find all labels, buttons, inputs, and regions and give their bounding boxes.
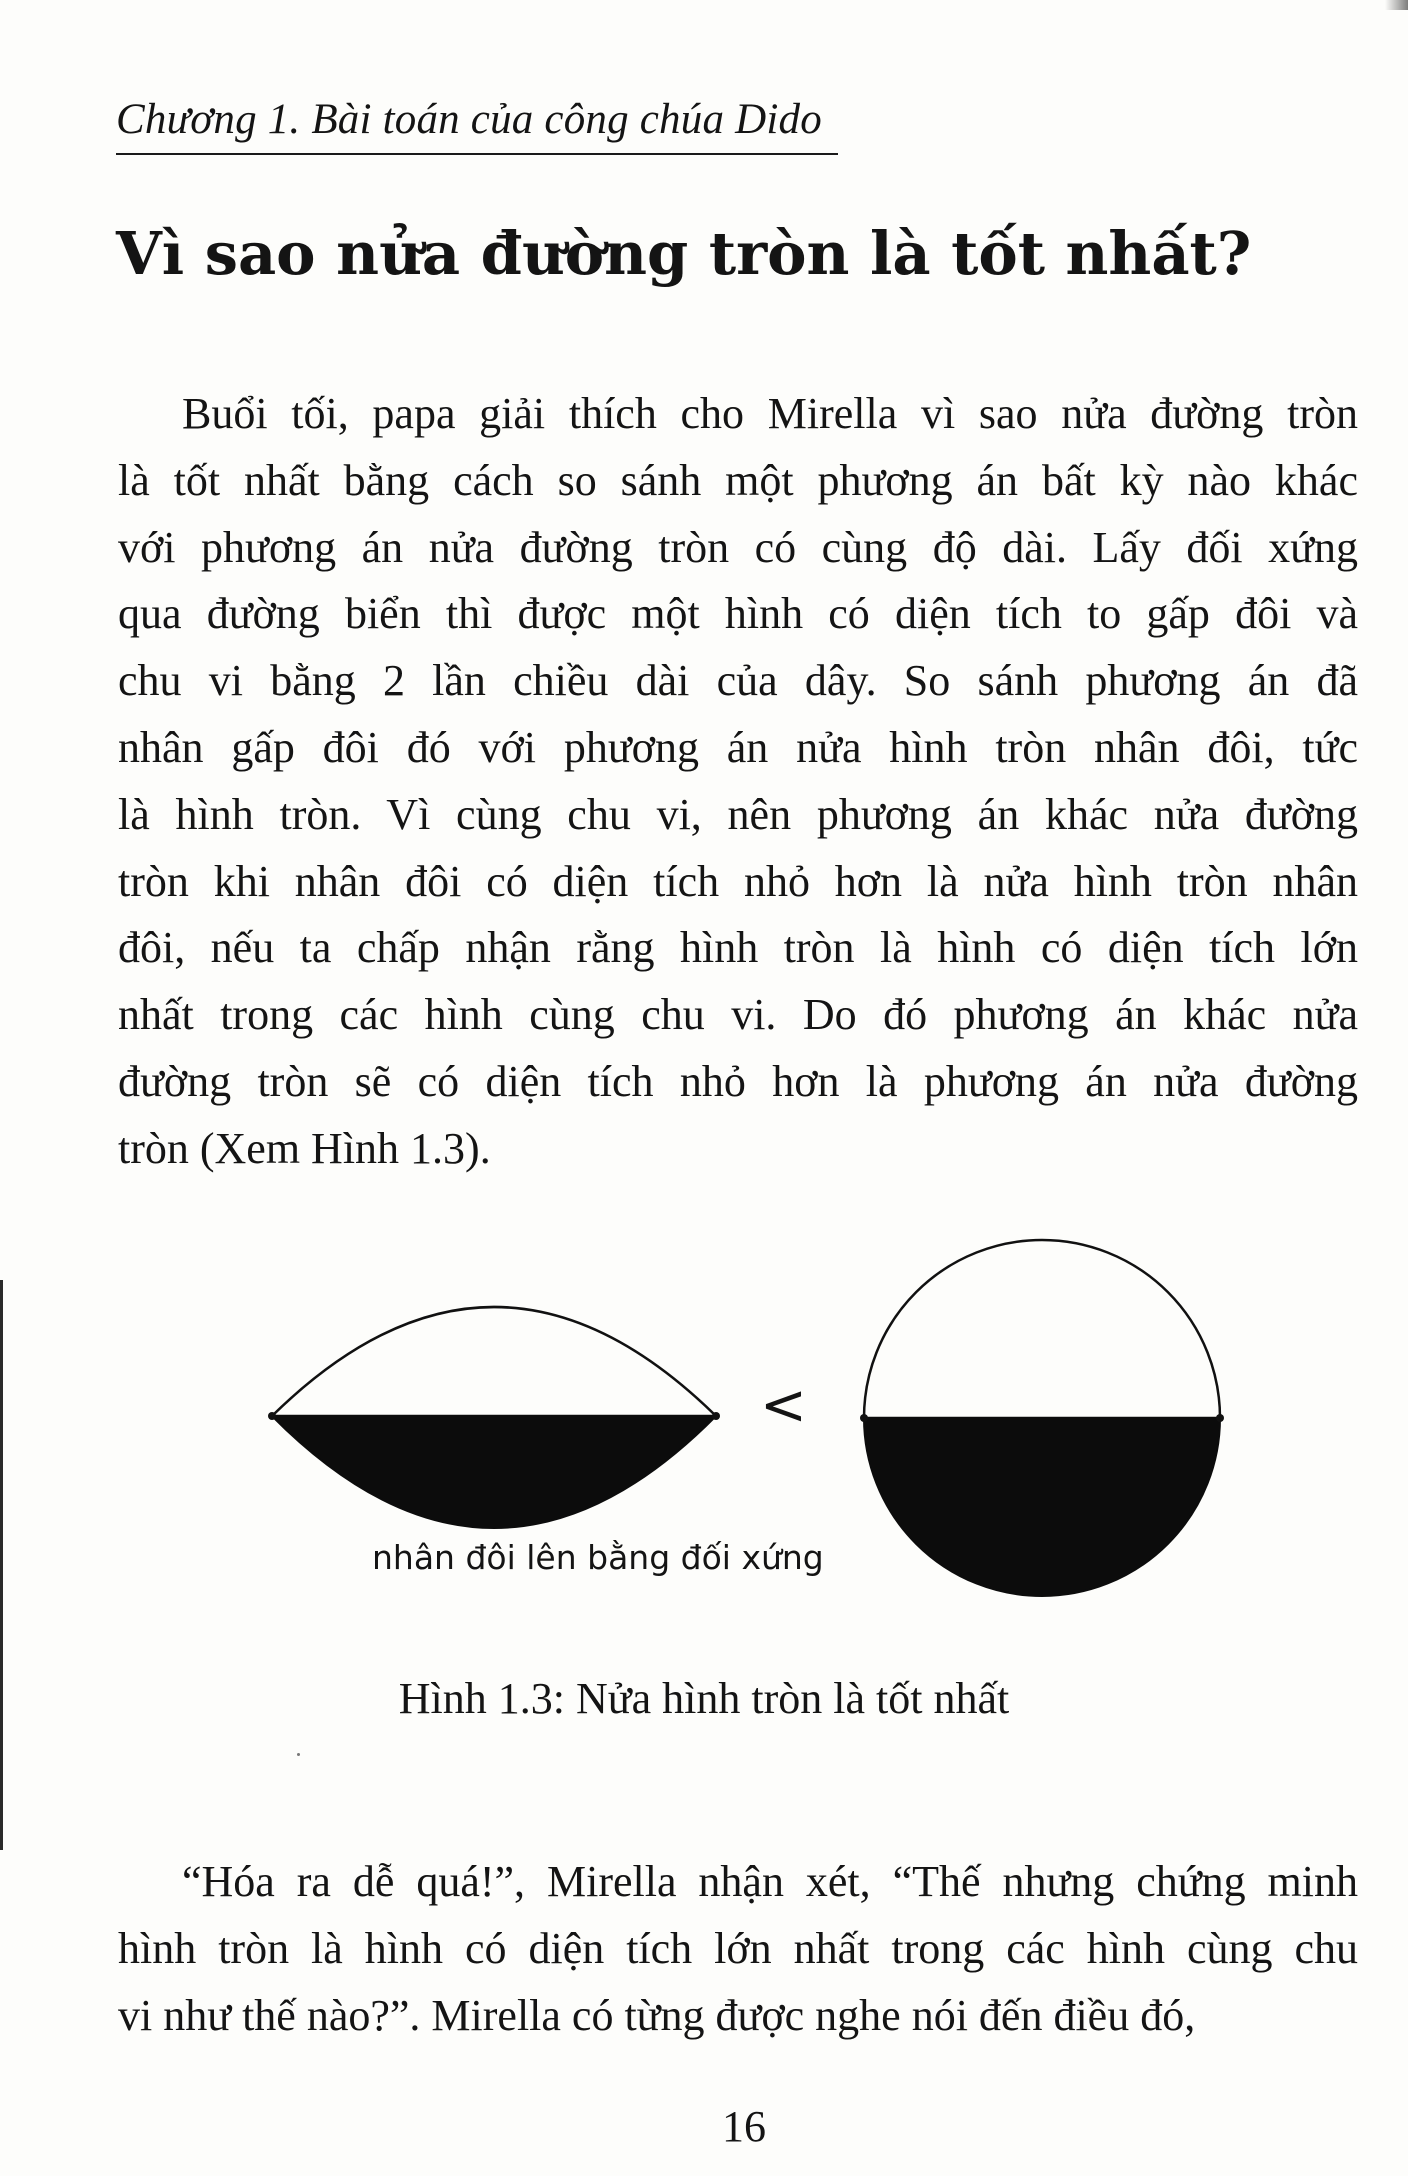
paragraph-line: nhất trong các hình cùng chu vi. Do đó phương án khác nửa	[118, 990, 1358, 1040]
paragraph-line: chu vi bằng 2 lần chiều dài của dây. So sánh phương án đã	[118, 656, 1358, 706]
paragraph-line: qua đường biển thì được một hình có diện tích to gấp đôi và	[118, 589, 1358, 639]
circle-upper-half	[864, 1240, 1220, 1418]
paragraph-line: Buổi tối, papa giải thích cho Mirella vì sao nửa đường tròn	[182, 389, 1358, 438]
figure-caption: Hình 1.3: Nửa hình tròn là tốt nhất	[398, 1674, 1010, 1723]
paragraph-line: tròn khi nhân đôi có diện tích nhỏ hơn là nửa hình tròn nhân	[118, 856, 1358, 906]
scan-speck	[297, 1753, 300, 1756]
paragraph-line: đôi, nếu ta chấp nhận rằng hình tròn là hình có diện tích lớn	[118, 923, 1358, 973]
paragraph-line: tròn (Xem Hình 1.3).	[118, 1123, 491, 1173]
paragraph-line: nhân gấp đôi đó với phương án nửa hình tròn nhân đôi, tức	[118, 722, 1358, 772]
page-number: 16	[722, 2102, 766, 2151]
scan-margin-line	[0, 1280, 3, 1850]
lens-left-endpoint	[268, 1412, 276, 1420]
paragraph-line: là hình tròn. Vì cùng chu vi, nên phương án khác nửa đường	[118, 789, 1358, 839]
paragraph-2	[118, 1849, 1358, 2049]
circle-lower-half	[864, 1418, 1220, 1596]
doubled-shape-upper-arc	[272, 1307, 716, 1416]
doubled-shape-lower-half	[272, 1416, 716, 1528]
less-than-symbol: <	[760, 1373, 807, 1438]
paragraph-line: “Hóa ra dễ quá!”, Mirella nhận xét, “Thế nhưng chứng minh	[182, 1857, 1358, 1906]
running-header: Chương 1. Bài toán của công chúa Dido	[116, 96, 822, 143]
paragraph-line: hình tròn là hình có diện tích lớn nhất trong các hình cùng chu	[118, 1923, 1358, 1973]
paragraph-line: với phương án nửa đường tròn có cùng độ dài. Lấy đối xứng	[118, 522, 1358, 572]
lens-right-endpoint	[712, 1412, 720, 1420]
paragraph-line: đường tròn sẽ có diện tích nhỏ hơn là phương án nửa đường	[118, 1056, 1358, 1106]
circle-right-endpoint	[1216, 1414, 1224, 1422]
paragraph-line: vi như thế nào?”. Mirella có từng được nghe nói đến điều đó,	[118, 1990, 1196, 2040]
paragraph-line: là tốt nhất bằng cách so sánh một phương án bất kỳ nào khác	[118, 455, 1358, 505]
circle-left-endpoint	[860, 1414, 868, 1422]
figure-label-doubled: nhân đôi lên bằng đối xứng	[372, 1538, 824, 1577]
section-heading: Vì sao nửa đường tròn là tốt nhất?	[116, 219, 1252, 288]
